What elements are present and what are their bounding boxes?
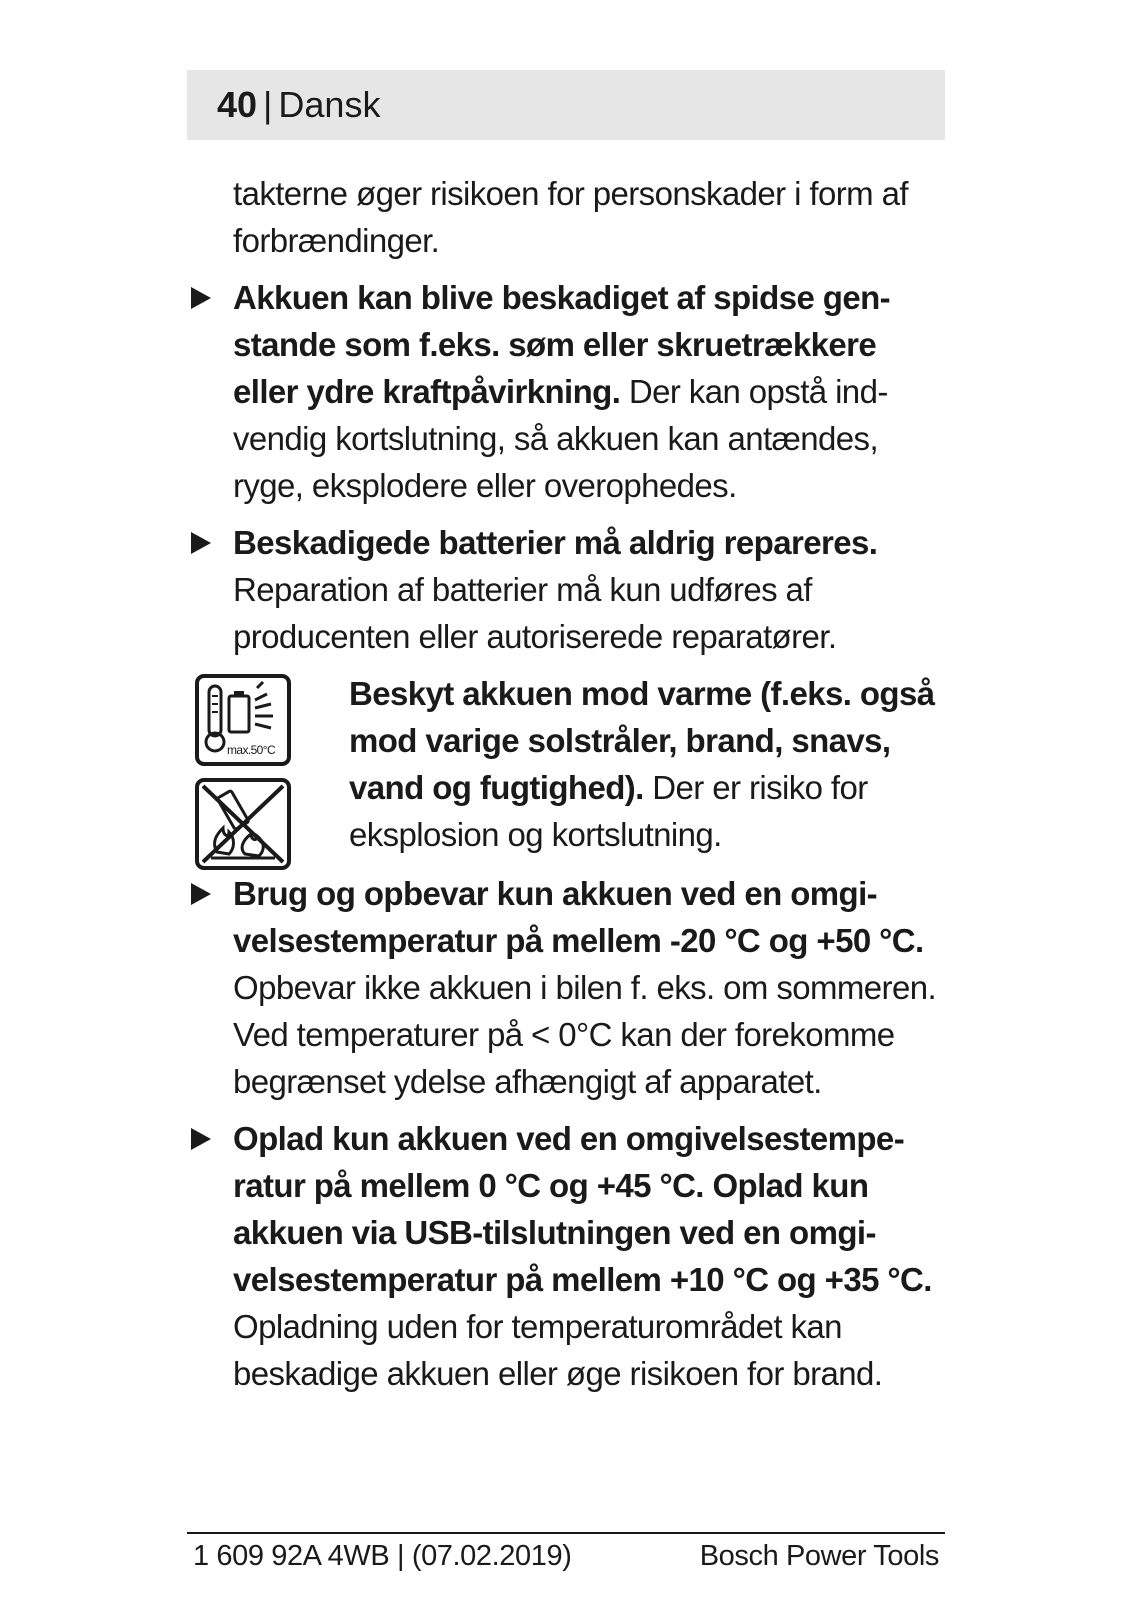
header-separator: |	[263, 84, 273, 125]
footer-divider	[187, 1532, 945, 1534]
page-number: 40	[217, 84, 258, 125]
item-text: Opladning uden for temperaturområdet kan beskadige akkuen eller øge risikoen for brand.	[233, 1308, 883, 1392]
item-text: Der er risiko for eksplosion og kortslutning.	[349, 769, 868, 853]
page-footer	[187, 1540, 945, 1573]
footer-brand: Bosch Power Tools	[699, 1540, 939, 1572]
item-bold-text: Oplad kun akkuen ved en omgivelsestemperatur på mellem 0 °C og +45 °C. Oplad kun akkuen via USB-tilslutningen ved en omgivelsestemperatur på mellem +10 °C og +35 °C.	[233, 1120, 932, 1298]
warning-icons	[195, 674, 291, 870]
bullet-arrow-icon	[191, 532, 211, 554]
item-text: Reparation af batterier må kun udføres af producenten eller autoriserede reparatører.	[233, 571, 837, 655]
no-fire-water-icon	[195, 778, 291, 870]
heat-warning-icon	[195, 674, 291, 766]
item-text: Der kan opstå indvendig kortslutning, så akkuen kan antændes, ryge, eksplodere eller overophedes.	[233, 373, 889, 504]
list-item-with-icons	[187, 670, 945, 860]
item-bold-text: Brug og opbevar kun akkuen ved en omgivelsestemperatur på mellem -20 °C og +50 °C.	[233, 875, 924, 959]
list-item	[187, 870, 945, 1105]
list-item	[187, 274, 945, 509]
bullet-arrow-icon	[191, 287, 211, 309]
footer-separator: |	[397, 1540, 405, 1572]
footer-doc-number: 1 609 92A 4WB	[193, 1540, 390, 1572]
continuation-text: takterne øger risikoen for personskader i form af forbrændinger.	[233, 175, 908, 259]
list-item	[187, 1115, 945, 1397]
list-item	[187, 519, 945, 660]
item-bold-text: Akkuen kan blive beskadiget af spidse genstande som f.eks. søm eller skruetrækkere eller ydre kraftpåvirkning.	[233, 279, 891, 410]
page-content	[187, 170, 945, 1397]
footer-doc-info	[187, 1540, 571, 1573]
page-header	[187, 70, 945, 140]
item-text: Opbevar ikke akkuen i bilen f. eks. om sommeren. Ved temperaturer på < 0°C kan der forekomme begrænset ydelse afhængigt af apparatet.	[233, 969, 937, 1100]
item-bold-text: Beskadigede batterier må aldrig repareres.	[233, 524, 878, 561]
bullet-arrow-icon	[191, 883, 211, 905]
bullet-arrow-icon	[191, 1128, 211, 1150]
header-language: Dansk	[278, 84, 381, 125]
item-bold-text: Beskyt akkuen mod varme (f.eks. også mod varige solstråler, brand, snavs, vand og fugtighed).	[349, 675, 935, 806]
heat-icon-label: max.50°C	[227, 743, 276, 757]
footer-date: (07.02.2019)	[411, 1540, 572, 1572]
